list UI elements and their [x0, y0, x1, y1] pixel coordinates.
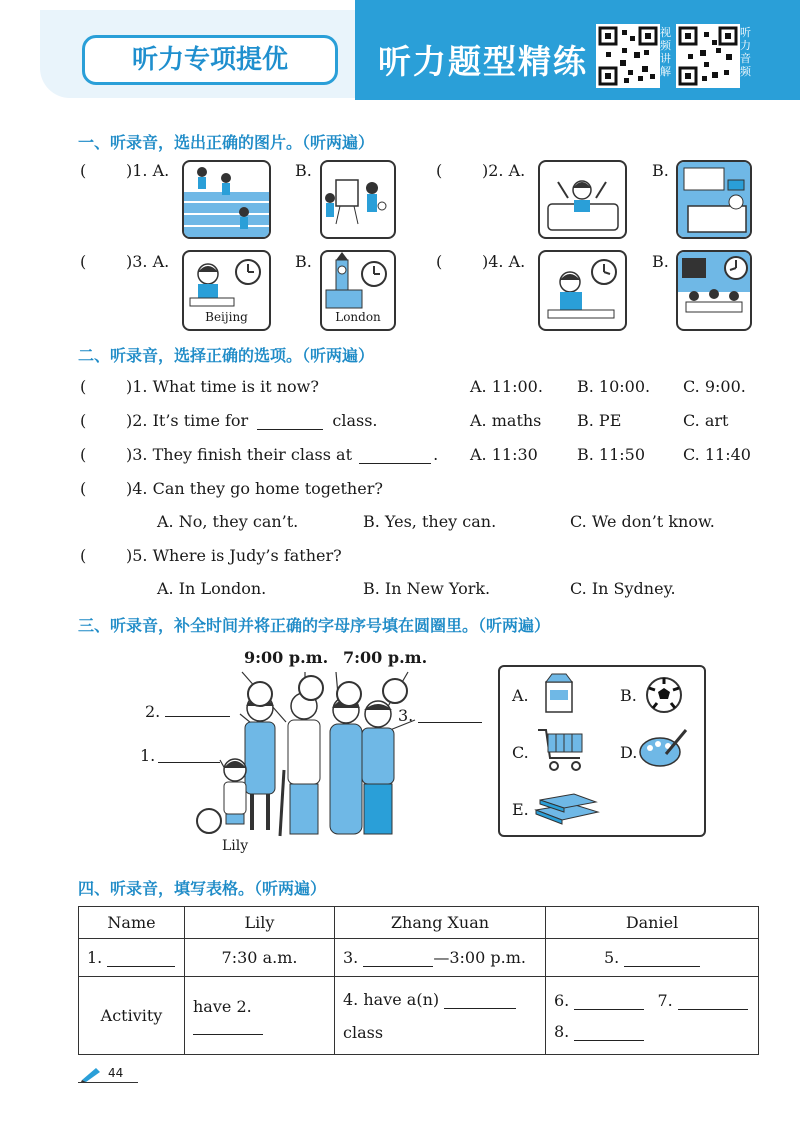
s1-q1-picture-b[interactable]: [320, 160, 396, 239]
s4-label-3: 3.: [343, 948, 359, 967]
s4-label-7: 7.: [657, 990, 673, 1010]
qr1-label: 视频讲解: [660, 26, 671, 78]
s4-label-8: 8.: [554, 1021, 570, 1041]
answer-paren: (: [80, 546, 87, 565]
s2-q2-text: [126, 411, 378, 430]
s1-q2-picture-a[interactable]: [538, 160, 627, 239]
s3-time-label-1: 9:00 p.m.: [244, 648, 329, 667]
s2-q5-option-a: A. In London.: [157, 579, 267, 598]
s2-q3-text-post: .: [433, 445, 439, 464]
section4-heading: 四、听录音，填写表格。（听两遍）: [78, 879, 327, 898]
s4-activity-label: Activity: [79, 977, 185, 1055]
shopping-cart-icon: [536, 724, 586, 778]
s4-header-zhang-xuan: Zhang Xuan: [335, 907, 546, 939]
s2-q5-option-c: C. In Sydney.: [570, 579, 676, 598]
s3-label-3: 3.: [398, 706, 414, 725]
s1-q3-caption-b: London: [335, 310, 381, 324]
s4-cell-5: [546, 939, 759, 977]
s3-label-1: 1.: [140, 746, 156, 765]
s3-option-e-label: E.: [512, 800, 529, 819]
s4-header-lily: Lily: [185, 907, 335, 939]
s1-q3-picture-a[interactable]: [182, 250, 271, 331]
s2-q1-option-a: A. 11:00.: [470, 377, 543, 396]
s1-q3-b-label: B.: [295, 252, 312, 271]
s3-answer-circle[interactable]: [382, 678, 408, 704]
s4-label-4-class: class: [343, 1022, 384, 1042]
s4-header-name: Name: [79, 907, 185, 939]
s2-q4-option-a: A. No, they can’t.: [157, 512, 299, 531]
s4-table-header-row: [79, 907, 759, 939]
s3-blank-2[interactable]: [165, 700, 230, 717]
s1-q2-picture-b[interactable]: [676, 160, 752, 239]
s2-q2-blank[interactable]: [257, 413, 323, 430]
s4-cell-3: [335, 939, 546, 977]
answer-paren: (: [436, 252, 443, 271]
s2-q2-text-pre: )2. It’s time for: [126, 411, 249, 430]
s4-blank-2[interactable]: [193, 1018, 263, 1035]
s4-header-daniel: Daniel: [546, 907, 759, 939]
header-title: 听力题型精练: [378, 42, 588, 81]
milk-carton-icon: [538, 672, 580, 718]
s4-cell-2: [185, 977, 335, 1055]
s1-q1-number: )1. A.: [126, 161, 170, 180]
s2-q5-option-b: B. In New York.: [363, 579, 491, 598]
s3-option-d-label: D.: [620, 743, 638, 762]
s4-blank-4[interactable]: [444, 992, 516, 1009]
s2-q3-option-b: B. 11:50: [577, 445, 646, 464]
s4-label-1: 1.: [87, 948, 103, 967]
qr-code-icon[interactable]: [676, 24, 740, 88]
s1-q4-picture-a[interactable]: [538, 250, 627, 331]
s4-table-row-activity: [79, 977, 759, 1055]
s3-answer-circle[interactable]: [298, 675, 324, 701]
answer-paren: (: [80, 252, 87, 271]
section1-heading: 一、听录音，选出正确的图片。（听两遍）: [78, 133, 375, 152]
s1-q3-caption-a: Beijing: [205, 310, 248, 324]
s4-cell-4: [335, 977, 546, 1055]
s1-q3-picture-b[interactable]: [320, 250, 396, 331]
s4-blank-3[interactable]: [363, 950, 433, 967]
s3-answer-circle[interactable]: [196, 808, 222, 834]
books-icon: [532, 786, 602, 830]
section3-heading: 三、听录音，补全时间并将正确的字母序号填在圆圈里。（听两遍）: [78, 616, 551, 635]
s1-q1-picture-a[interactable]: [182, 160, 271, 239]
s2-q1-option-c: C. 9:00.: [683, 377, 746, 396]
s4-label-5: 5.: [604, 948, 620, 967]
s4-label-4: 4. have a(n): [343, 989, 440, 1009]
s4-table: [78, 906, 759, 1055]
s1-q4-number: )4. A.: [482, 252, 526, 271]
qr2-label: 听力音频: [740, 26, 751, 78]
page-number: 44: [108, 1066, 124, 1080]
s2-q1-text: )1. What time is it now?: [126, 377, 319, 396]
s3-option-b-label: B.: [620, 686, 637, 705]
s4-blank-7[interactable]: [678, 993, 748, 1010]
header-pill: 听力专项提优: [82, 35, 338, 85]
s2-q2-text-post: class.: [332, 411, 378, 430]
s1-q4-picture-b[interactable]: [676, 250, 752, 331]
answer-paren: (: [436, 161, 443, 180]
s3-blank-1[interactable]: [158, 746, 220, 763]
paint-palette-icon: [636, 726, 688, 774]
s4-blank-8[interactable]: [574, 1024, 644, 1041]
football-icon: [645, 676, 683, 718]
answer-paren: (: [80, 377, 87, 396]
s3-option-c-label: C.: [512, 743, 529, 762]
s4-cell-6-7-8: [546, 977, 759, 1055]
s3-lily-caption: Lily: [222, 838, 249, 854]
s1-q2-number: )2. A.: [482, 161, 526, 180]
qr-code-icon[interactable]: [596, 24, 660, 88]
s3-blank-3[interactable]: [418, 706, 482, 723]
s2-q3-option-c: C. 11:40: [683, 445, 751, 464]
s2-q2-option-a: A. maths: [470, 411, 542, 430]
s2-q3-option-a: A. 11:30: [470, 445, 538, 464]
s4-label-3-post: —3:00 p.m.: [433, 948, 526, 967]
s3-time-label-2: 7:00 p.m.: [343, 648, 428, 667]
s4-lily-time: 7:30 a.m.: [185, 939, 335, 977]
s2-q3-text: [126, 445, 438, 464]
s4-label-2: have 2.: [193, 996, 252, 1016]
s4-blank-6[interactable]: [574, 993, 644, 1010]
s3-answer-circle[interactable]: [247, 681, 273, 707]
s4-cell-1: [79, 939, 185, 977]
s2-q4-text: )4. Can they go home together?: [126, 479, 383, 498]
footer-rule: [78, 1082, 138, 1083]
s1-q4-b-label: B.: [652, 252, 669, 271]
s3-option-a-label: A.: [512, 686, 529, 705]
s2-q2-option-c: C. art: [683, 411, 729, 430]
s4-blank-5[interactable]: [624, 950, 700, 967]
s1-q1-b-label: B.: [295, 161, 312, 180]
section2-heading: 二、听录音，选择正确的选项。（听两遍）: [78, 346, 375, 365]
answer-paren: (: [80, 479, 87, 498]
s2-q3-text-pre: )3. They finish their class at: [126, 445, 353, 464]
s4-blank-1[interactable]: [107, 950, 175, 967]
s3-answer-circle[interactable]: [336, 681, 362, 707]
s2-q4-option-b: B. Yes, they can.: [363, 512, 497, 531]
s2-q4-option-c: C. We don’t know.: [570, 512, 715, 531]
answer-paren: (: [80, 445, 87, 464]
s2-q2-option-b: B. PE: [577, 411, 622, 430]
s1-q2-b-label: B.: [652, 161, 669, 180]
pencil-icon: [80, 1066, 102, 1086]
s4-label-6: 6.: [554, 990, 570, 1010]
s1-q3-number: )3. A.: [126, 252, 170, 271]
s2-q3-blank[interactable]: [359, 447, 431, 464]
s3-label-2: 2.: [145, 702, 161, 721]
s2-q5-text: )5. Where is Judy’s father?: [126, 546, 342, 565]
answer-paren: (: [80, 411, 87, 430]
s2-q1-option-b: B. 10:00.: [577, 377, 651, 396]
answer-paren: (: [80, 161, 87, 180]
s4-table-row-time: [79, 939, 759, 977]
